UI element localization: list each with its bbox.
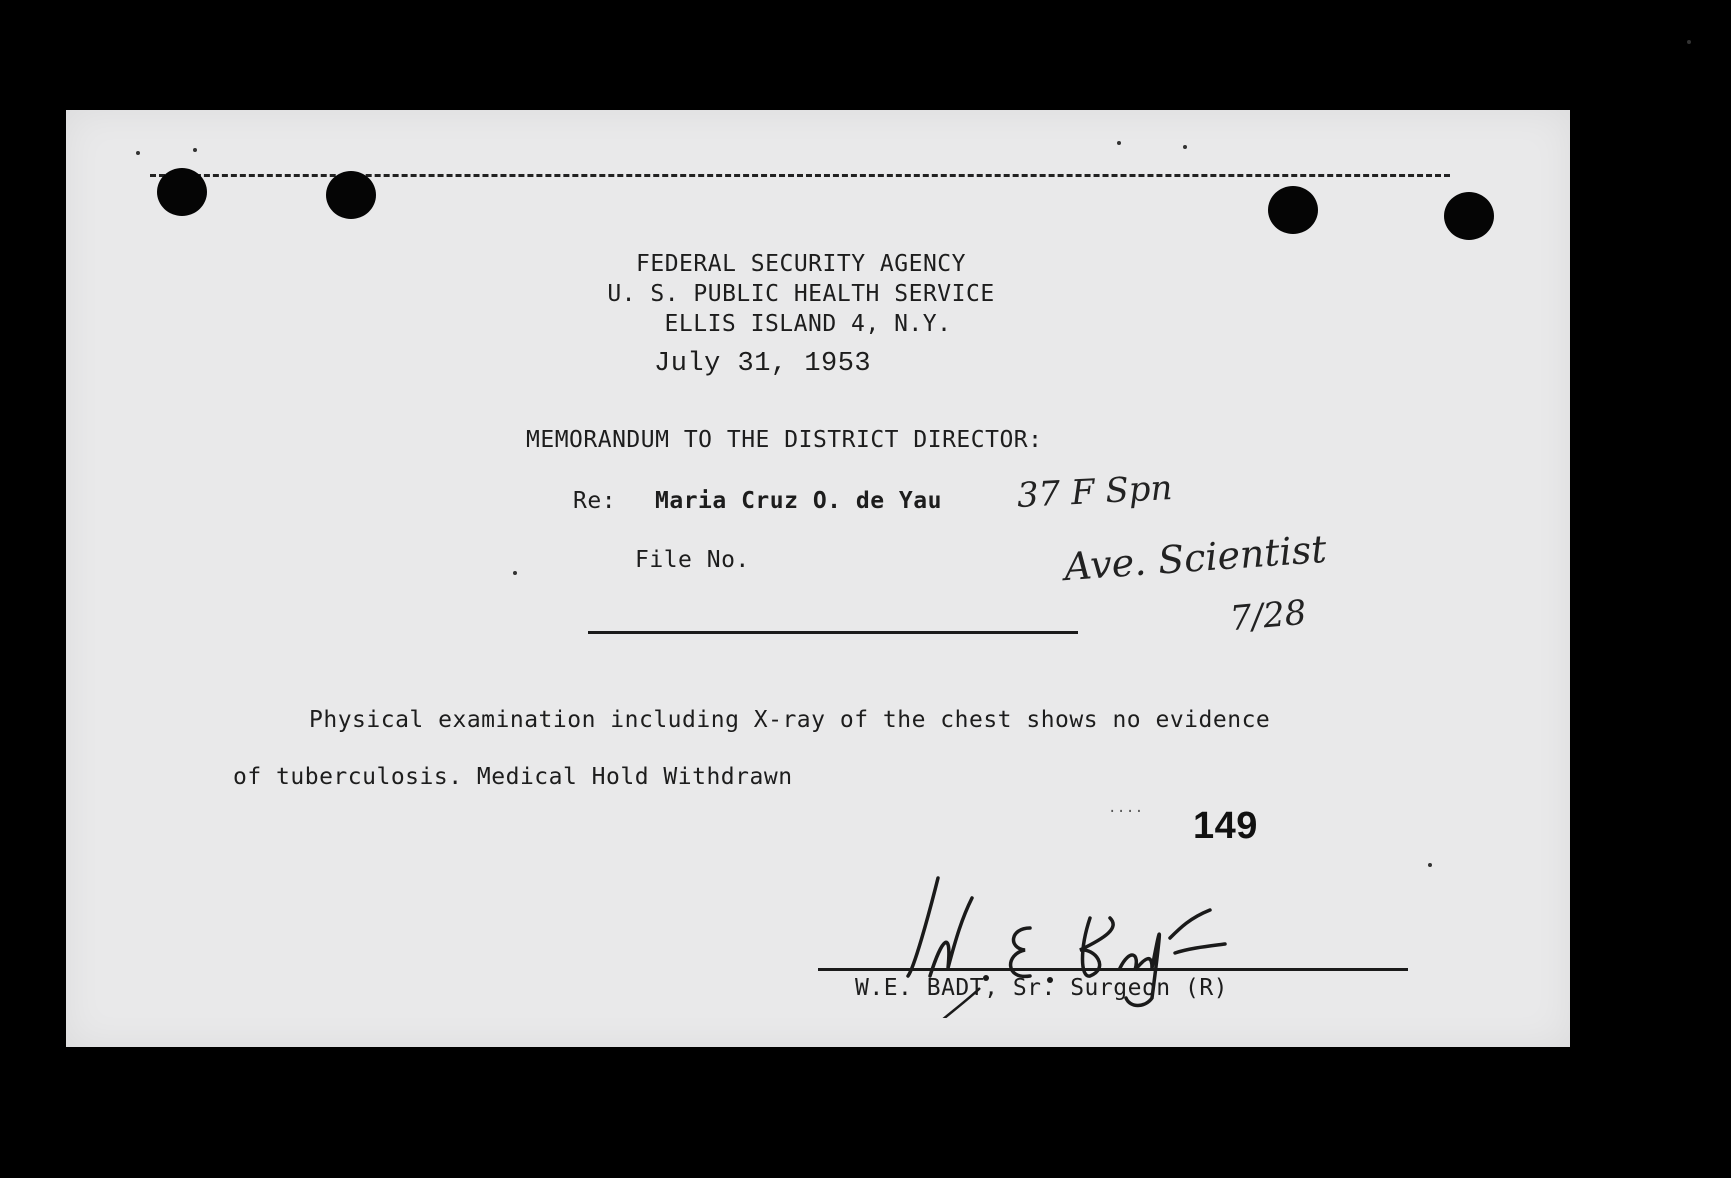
speck xyxy=(1183,145,1187,149)
speck xyxy=(1687,40,1691,44)
punch-hole xyxy=(1444,192,1494,240)
agency-name: FEDERAL SECURITY AGENCY xyxy=(636,251,966,277)
handwritten-date-note: 7/28 xyxy=(1228,592,1308,640)
speck xyxy=(193,148,197,152)
speck xyxy=(513,571,517,575)
service-name: U. S. PUBLIC HEALTH SERVICE xyxy=(607,281,995,307)
file-number-rule xyxy=(588,631,1078,634)
punch-hole xyxy=(1268,186,1318,234)
typed-signature: W.E. BADT, Sr. Surgeon (R) xyxy=(855,975,1229,1001)
body-line-1: Physical examination including X-ray of the chest shows no evidence xyxy=(309,707,1271,733)
dotted-mark: .... xyxy=(1108,800,1144,816)
punch-hole xyxy=(157,168,207,216)
punch-hole xyxy=(326,171,376,219)
body-line-2: of tuberculosis. Medical Hold Withdrawn xyxy=(233,764,793,790)
re-label: Re: xyxy=(573,488,617,514)
memo-date: July 31, 1953 xyxy=(654,349,872,379)
signature-rule xyxy=(818,968,1408,971)
speck xyxy=(136,151,140,155)
file-label: File No. xyxy=(635,547,750,573)
stamp-number: 149 xyxy=(1193,805,1258,847)
handwritten-occupation-note: Ave. Scientist xyxy=(1062,526,1328,590)
location: ELLIS ISLAND 4, N.Y. xyxy=(664,311,952,337)
speck xyxy=(1428,863,1432,867)
re-name: Maria Cruz O. de Yau xyxy=(655,488,942,514)
speck xyxy=(1117,141,1121,145)
handwritten-age-note: 37 F Spn xyxy=(1016,467,1174,517)
memo-title: MEMORANDUM TO THE DISTRICT DIRECTOR: xyxy=(526,427,1043,453)
